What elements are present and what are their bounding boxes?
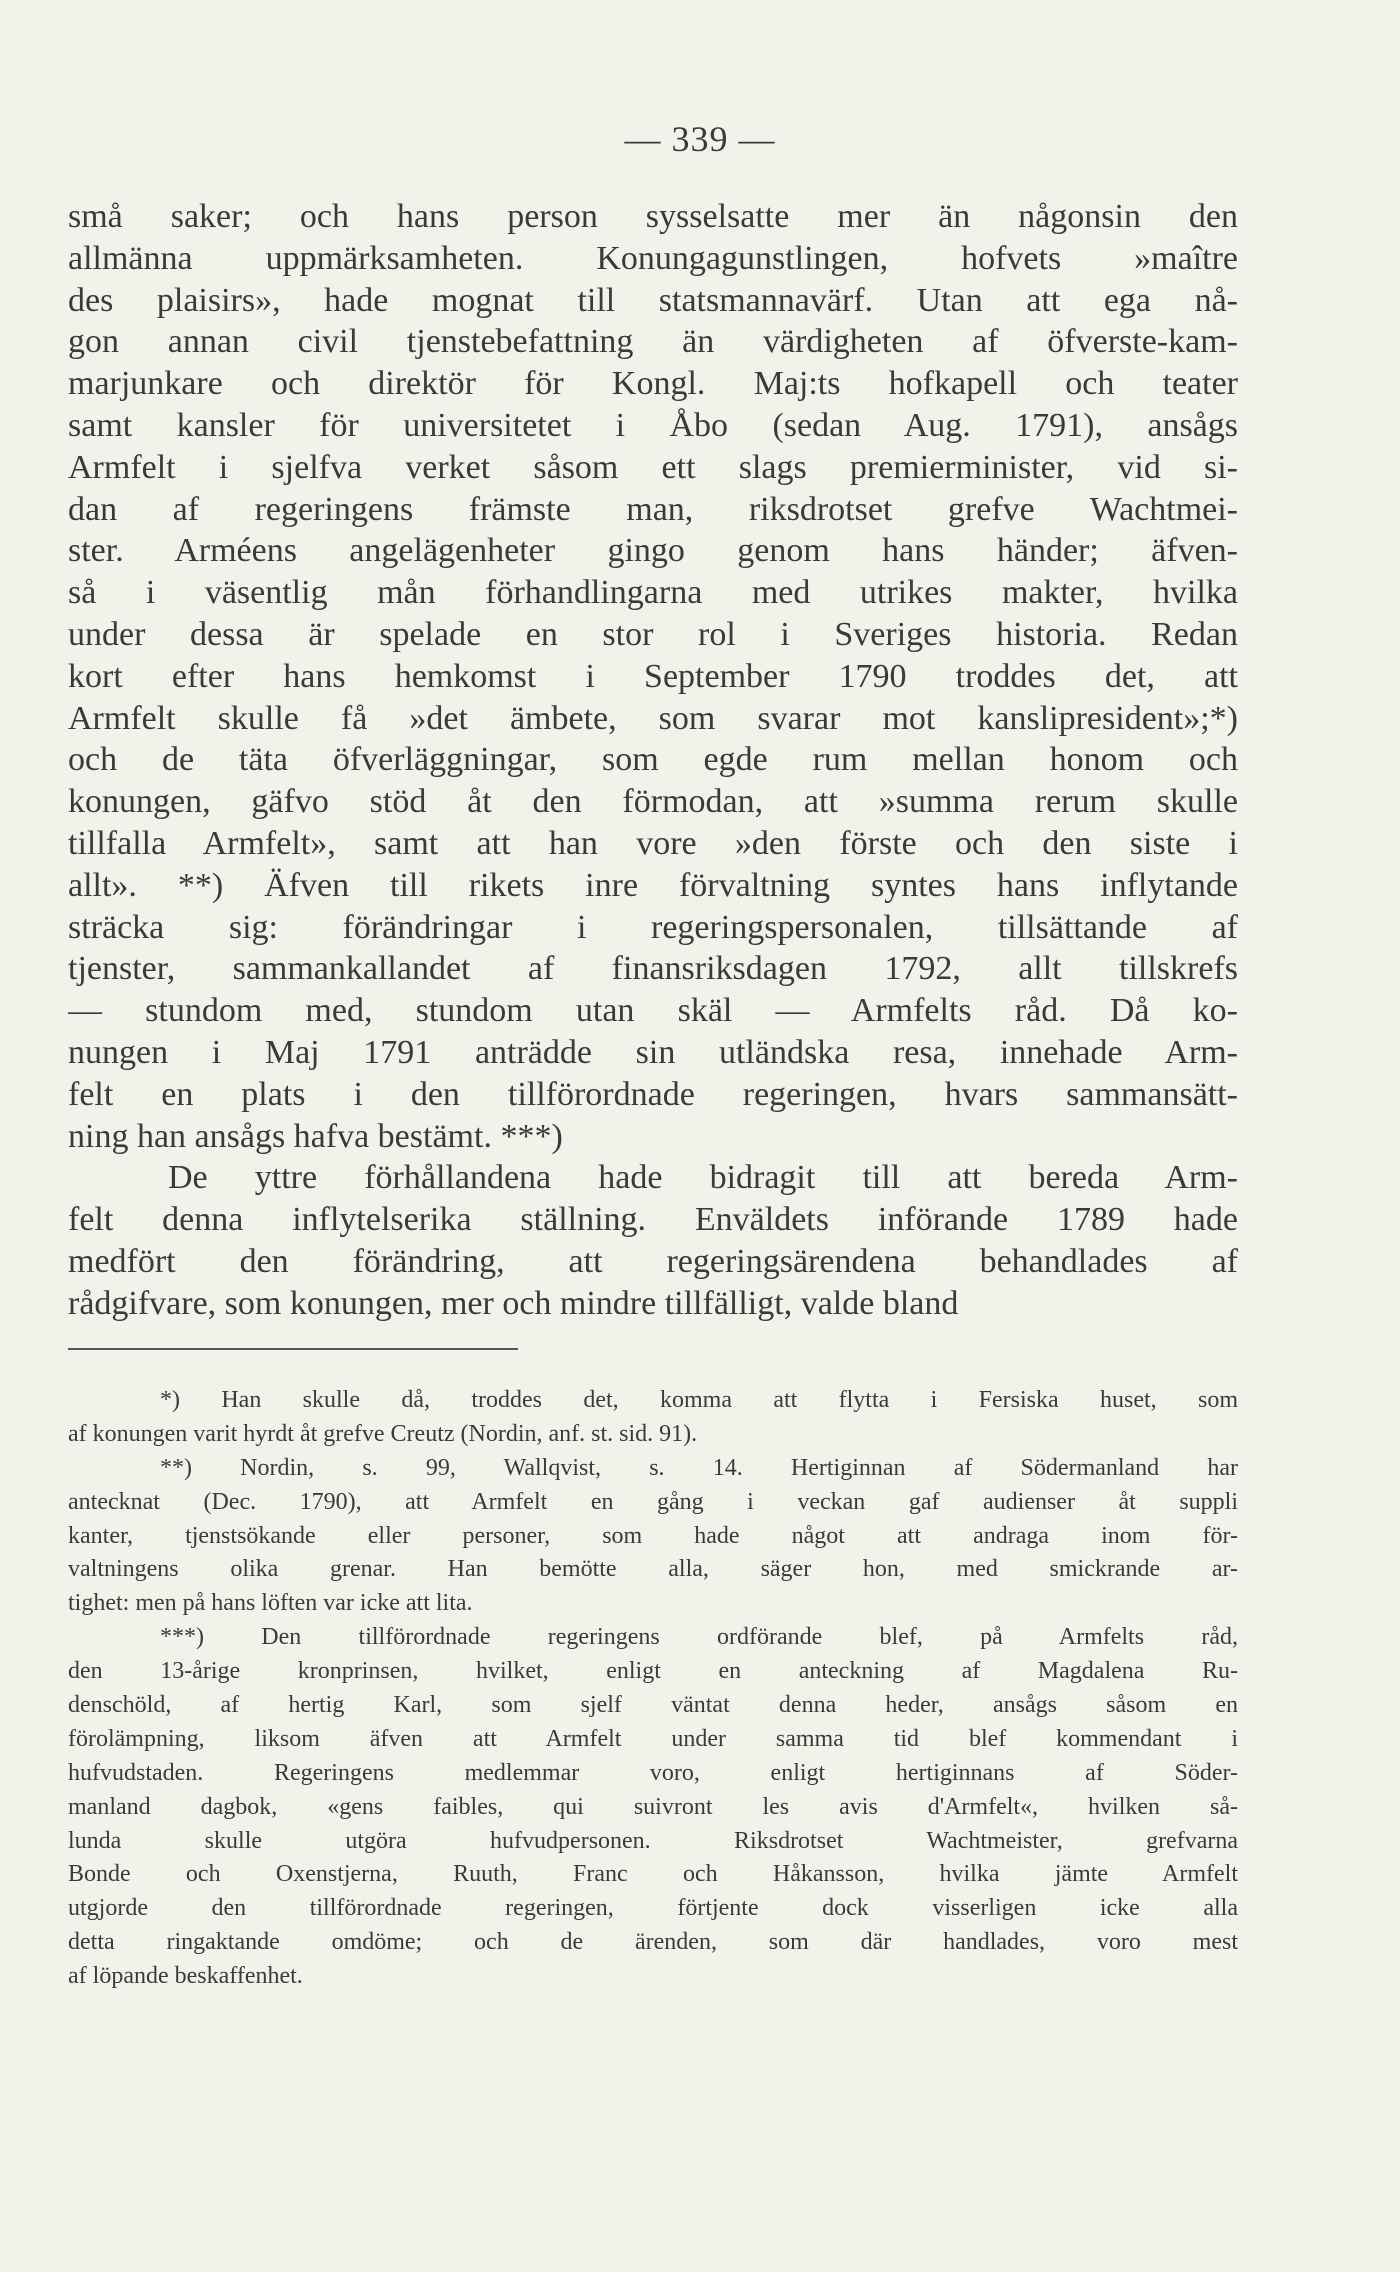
footnote-line: denschöld, af hertig Karl, som sjelf väntat denna heder, ansågs såsom en xyxy=(68,1692,1238,1719)
body-line: nungen i Maj 1791 anträdde sin utländska resa, innehade Arm- xyxy=(68,1033,1238,1071)
body-line: små saker; och hans person sysselsatte mer än någonsin den xyxy=(68,198,1238,235)
footnote-line: ***) Den tillförordnade regeringens ordförande blef, på Armfelts råd, xyxy=(160,1624,1238,1651)
body-line: Armfelt i sjelfva verket såsom ett slags premierminister, vid si- xyxy=(68,448,1238,486)
body-line: ster. Arméens angelägenheter gingo genom hans händer; äfven- xyxy=(68,532,1238,570)
body-line: felt en plats i den tillförordnade regeringen, hvars sammansätt- xyxy=(68,1075,1238,1113)
body-line: De yttre förhållandena hade bidragit till att bereda Arm- xyxy=(168,1159,1238,1197)
body-line: Armfelt skulle få »det ämbete, som svarar mot kanslipresident»;*) xyxy=(68,699,1238,737)
body-line: dan af regeringens främste man, riksdrotset grefve Wachtmei- xyxy=(68,490,1238,528)
body-line: gon annan civil tjenstebefattning än värdigheten af öfverste-kam- xyxy=(68,323,1238,361)
footnote-line: detta ringaktande omdöme; och de ärenden, som där handlades, voro mest xyxy=(68,1929,1238,1956)
body-line: tillfalla Armfelt», samt att han vore »den förste och den siste i xyxy=(68,824,1238,862)
footnote-line: af konungen varit hyrdt åt grefve Creutz (Nordin, anf. st. sid. 91). xyxy=(68,1420,698,1447)
body-line: felt denna inflytelserika ställning. Enväldets införande 1789 hade xyxy=(68,1201,1238,1239)
body-line: — stundom med, stundom utan skäl — Armfelts råd. Då ko- xyxy=(68,992,1238,1030)
body-line: och de täta öfverläggningar, som egde rum mellan honom och xyxy=(68,741,1238,779)
body-line: rådgifvare, som konungen, mer och mindre tillfälligt, valde bland xyxy=(68,1284,959,1322)
body-line: samt kansler för universitetet i Åbo (sedan Aug. 1791), ansågs xyxy=(68,406,1238,444)
body-line: under dessa är spelade en stor rol i Sveriges historia. Redan xyxy=(68,615,1238,653)
body-line: konungen, gäfvo stöd åt den förmodan, att »summa rerum skulle xyxy=(68,783,1238,821)
footnote-line: **) Nordin, s. 99, Wallqvist, s. 14. Hertiginnan af Södermanland har xyxy=(160,1454,1238,1481)
body-line: sträcka sig: förändringar i regeringspersonalen, tillsättande af xyxy=(68,908,1238,946)
footnote-line: valtningens olika grenar. Han bemötte alla, säger hon, med smickrande ar- xyxy=(68,1556,1238,1583)
body-line: medfört den förändring, att regeringsärendena behandlades af xyxy=(68,1242,1238,1280)
body-line: kort efter hans hemkomst i September 1790 troddes det, att xyxy=(68,657,1238,695)
footnote-line: den 13-årige kronprinsen, hvilket, enligt en anteckning af Magdalena Ru- xyxy=(68,1658,1238,1685)
page-number: — 339 — xyxy=(624,119,776,159)
footnote-line: lunda skulle utgöra hufvudpersonen. Riksdrotset Wachtmeister, grefvarna xyxy=(68,1827,1238,1854)
body-line: allt». **) Äfven till rikets inre förvaltning syntes hans inflytande xyxy=(68,866,1238,904)
body-line: des plaisirs», hade mognat till statsmannavärf. Utan att ega nå- xyxy=(68,281,1238,319)
footnote-line: kanter, tjenstsökande eller personer, som hade något att andraga inom för- xyxy=(68,1522,1238,1549)
footnote-line: hufvudstaden. Regeringens medlemmar voro, enligt hertiginnans af Söder- xyxy=(68,1759,1238,1786)
footnotes xyxy=(68,1384,1238,1994)
footnote-line: Bonde och Oxenstjerna, Ruuth, Franc och Håkansson, hvilka jämte Armfelt xyxy=(68,1861,1238,1888)
body-line: tjenster, sammankallandet af finansriksdagen 1792, allt tillskrefs xyxy=(68,950,1238,988)
body-text xyxy=(68,196,1238,1325)
body-line: så i väsentlig mån förhandlingarna med utrikes makter, hvilka xyxy=(68,574,1238,612)
footnote-line: utgjorde den tillförordnade regeringen, förtjente dock visserligen icke alla xyxy=(68,1895,1238,1922)
footnote-line: tighet: men på hans löften var icke att lita. xyxy=(68,1590,473,1617)
body-line: allmänna uppmärksamheten. Konungagunstlingen, hofvets »maître xyxy=(68,239,1238,277)
body-line: ning han ansågs hafva bestämt. ***) xyxy=(68,1117,563,1155)
footnote-line: antecknat (Dec. 1790), att Armfelt en gång i veckan gaf audienser åt suppli xyxy=(68,1488,1238,1515)
footnote-line: förolämpning, liksom äfven att Armfelt under samma tid blef kommendant i xyxy=(68,1725,1238,1752)
footnote-line: af löpande beskaffenhet. xyxy=(68,1963,303,1990)
footnote-line: manland dagbok, «gens faibles, qui suivront les avis d'Armfelt«, hvilken så- xyxy=(68,1793,1238,1820)
footnote-line: *) Han skulle då, troddes det, komma att flytta i Fersiska huset, som xyxy=(160,1387,1238,1413)
footnote-divider xyxy=(68,1348,518,1350)
body-line: marjunkare och direktör för Kongl. Maj:ts hofkapell och teater xyxy=(68,365,1238,403)
